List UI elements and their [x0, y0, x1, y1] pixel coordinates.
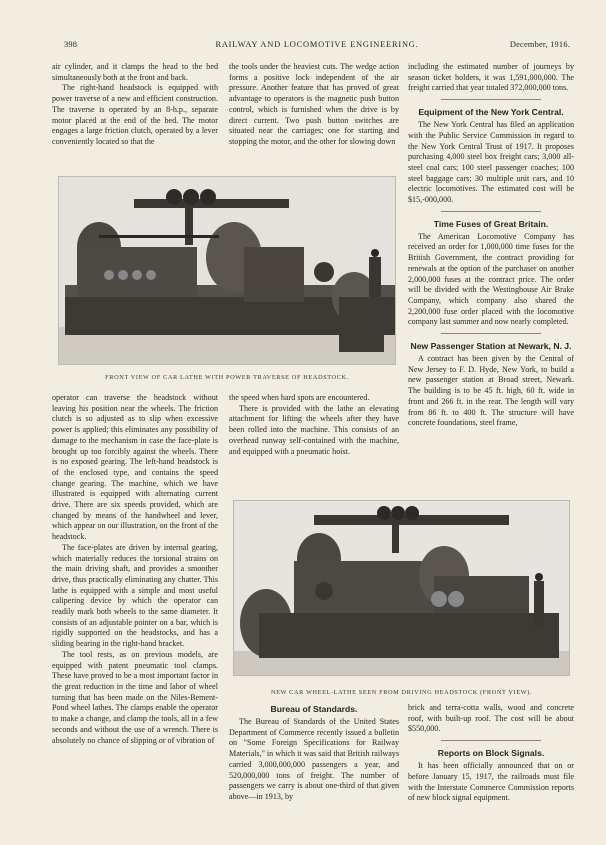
paragraph: The right-hand headstock is equipped with power traverse of a new and efficient construction. The traverse is operated by an 8-h.p., separate motor placed at the end of the bed. The motor engages a large friction clutch, operated by a lever conveniently located so that the	[52, 83, 218, 146]
lathe-illustration	[234, 501, 570, 676]
lathe-driving-headstock-photo	[233, 500, 570, 676]
paragraph: It has been officially announced that on or before January 15, 1917, the railroads must file with the Interstate Commerce Commission reports of new block signal equipment.	[408, 761, 574, 803]
paragraph: The American Locomotive Company has received an order for 1,000,000 time fuses for the British Government, the contract providing for renewals at the option of the purchaser on another 2,000,000 fuses at the contract price. The order will be divided with the Westinghouse Air Brake Company, which company also shared the 2,200,000 fuse order placed with the locomotive company last summer and now nearly completed.	[408, 231, 574, 327]
paragraph: the speed when hard spots are encountered.	[229, 393, 370, 402]
paragraph: The New York Central has filed an application with the Public Service Commission in regard to the New York Central Trust of 1917. It proposes purchasing 4,000 steel box freight cars; 3,000 all-steel coal cars; 100 steel passenger coaches; 100 steel baggage cars; 30 multiple unit cars, and 10 electric locomotives. The estimated cost will be $15,-000,000.	[408, 120, 574, 205]
divider	[441, 99, 541, 100]
column-3	[408, 62, 574, 502]
figure-2-caption: NEW CAR WHEEL-LATHE SEEN FROM DRIVING HEADSTOCK (FRONT VIEW).	[270, 689, 533, 696]
column-1-middle	[52, 393, 218, 806]
paragraph: The face-plates are driven by internal gearing, which materially reduces the torsional strains on the main driving shaft, and provides a smoother drive, thus practically eliminating any chatter. This lathe is equipped with a simple and most useful calipering device by which the operator can readily mark both wheels to the same diameter. It consists of an adjustable pointer on a bar, which is rigidly supported on the headstocks, and has a sliding bearing in the right-hand bracket.	[52, 542, 218, 649]
column-2-middle	[229, 393, 399, 493]
divider	[441, 740, 541, 741]
section-heading: New Passenger Station at Newark, N. J.	[410, 341, 572, 352]
section-heading: Bureau of Standards.	[270, 704, 358, 714]
paragraph: including the estimated number of journeys by season ticket holders, it was 1,591,000,000. The freight carried that year totaled 372,000,000 tons.	[408, 62, 574, 93]
divider	[441, 211, 541, 212]
paragraph: brick and terra-cotta walls, wood and concrete roof, with built-up roof. The cost will be about $550,000.	[408, 703, 574, 734]
paragraph: The Bureau of Standards of the United States Department of Commerce recently issued a bulletin on "Some Foreign Specifications for Railway Materials," in which it was said that British railways carried 3,000,000,000 passengers a year, and 520,000,000 tons of freight. The number of passengers we carry is about one-third of that given above—in 1913, by	[229, 717, 399, 801]
paragraph: There is provided with the lathe an elevating attachment for lifting the wheels after they have been rolled into the machine. This consists of an overhead runway self-contained with the machine, and equipped with a pneumatic hoist.	[229, 403, 399, 456]
section-heading: Reports on Block Signals.	[437, 748, 545, 759]
page-number: 398	[64, 40, 78, 49]
column-1-top	[52, 62, 218, 170]
paragraph: A contract has been given by the Central of New Jersey to F. D. Hyde, New York, to build a new passenger station at Broad street, Newark. The building is to be 45 ft. high, 60 ft. wide in front and 266 ft. in the rear. The length will vary from 86 ft. to 400 ft. The structure will have concrete foundations, steel frame,	[408, 354, 574, 428]
column-2-bottom	[229, 703, 399, 813]
figure-1-caption: FRONT VIEW OF CAR LATHE WITH POWER TRAVERSE OF HEADSTOCK.	[105, 374, 349, 381]
lathe-illustration	[59, 177, 396, 365]
issue-date: December, 1916.	[509, 40, 570, 49]
paragraph: operator can traverse the headstock without leaving his position near the wheels. The friction clutch is so adjusted as to slip when excessive power is applied; this eliminates any possibility of damage to the mechanism in case the face-plate is brought up too forcibly against the wheels. There is no exposed gearing. The left-hand headstock is of the enclosed type, and contains the speed change gearing. The machine, which we have illustrated is equipped with alternating current drive. There are six speeds provided, which are changed by means of the handwheel and lever, which appear on our illustration, on the front of the headstock.	[52, 393, 218, 542]
journal-title: RAILWAY AND LOCOMOTIVE ENGINEERING.	[215, 40, 419, 49]
column-2-top	[229, 62, 399, 170]
running-header	[64, 40, 570, 52]
column-3-bottom	[408, 703, 574, 813]
paragraph: The tool rests, as on previous models, are equipped with patent pneumatic tool clamps. These have proved to be a most important factor in the great reduction in the time and labor of wheel turning that has been made on the Niles-Bement-Pond wheel lathes. The clamps enable the operator to make a change, and clamp the tools, all in a few seconds and without the use of a wrench. There is absolutely no chance of slipping or of vibration of	[52, 649, 218, 745]
section-heading: Equipment of the New York Central.	[418, 107, 564, 118]
lathe-front-view-photo	[58, 176, 396, 365]
paragraph: the tools under the heaviest cuts. The wedge action forms a positive lock independent of the air pressure. Another feature that has proved of great advantage to operators is the magnetic push button control, which is furnished when the drive is by direct current. Two push button switches are situated near the carriages; one for starting and stopping the motor, and the other for slowing down	[229, 62, 399, 146]
paragraph: air cylinder, and it clamps the head to the bed simultaneously both at the front and back.	[52, 62, 218, 82]
divider	[441, 333, 541, 334]
section-heading: Time Fuses of Great Britain.	[433, 218, 549, 229]
